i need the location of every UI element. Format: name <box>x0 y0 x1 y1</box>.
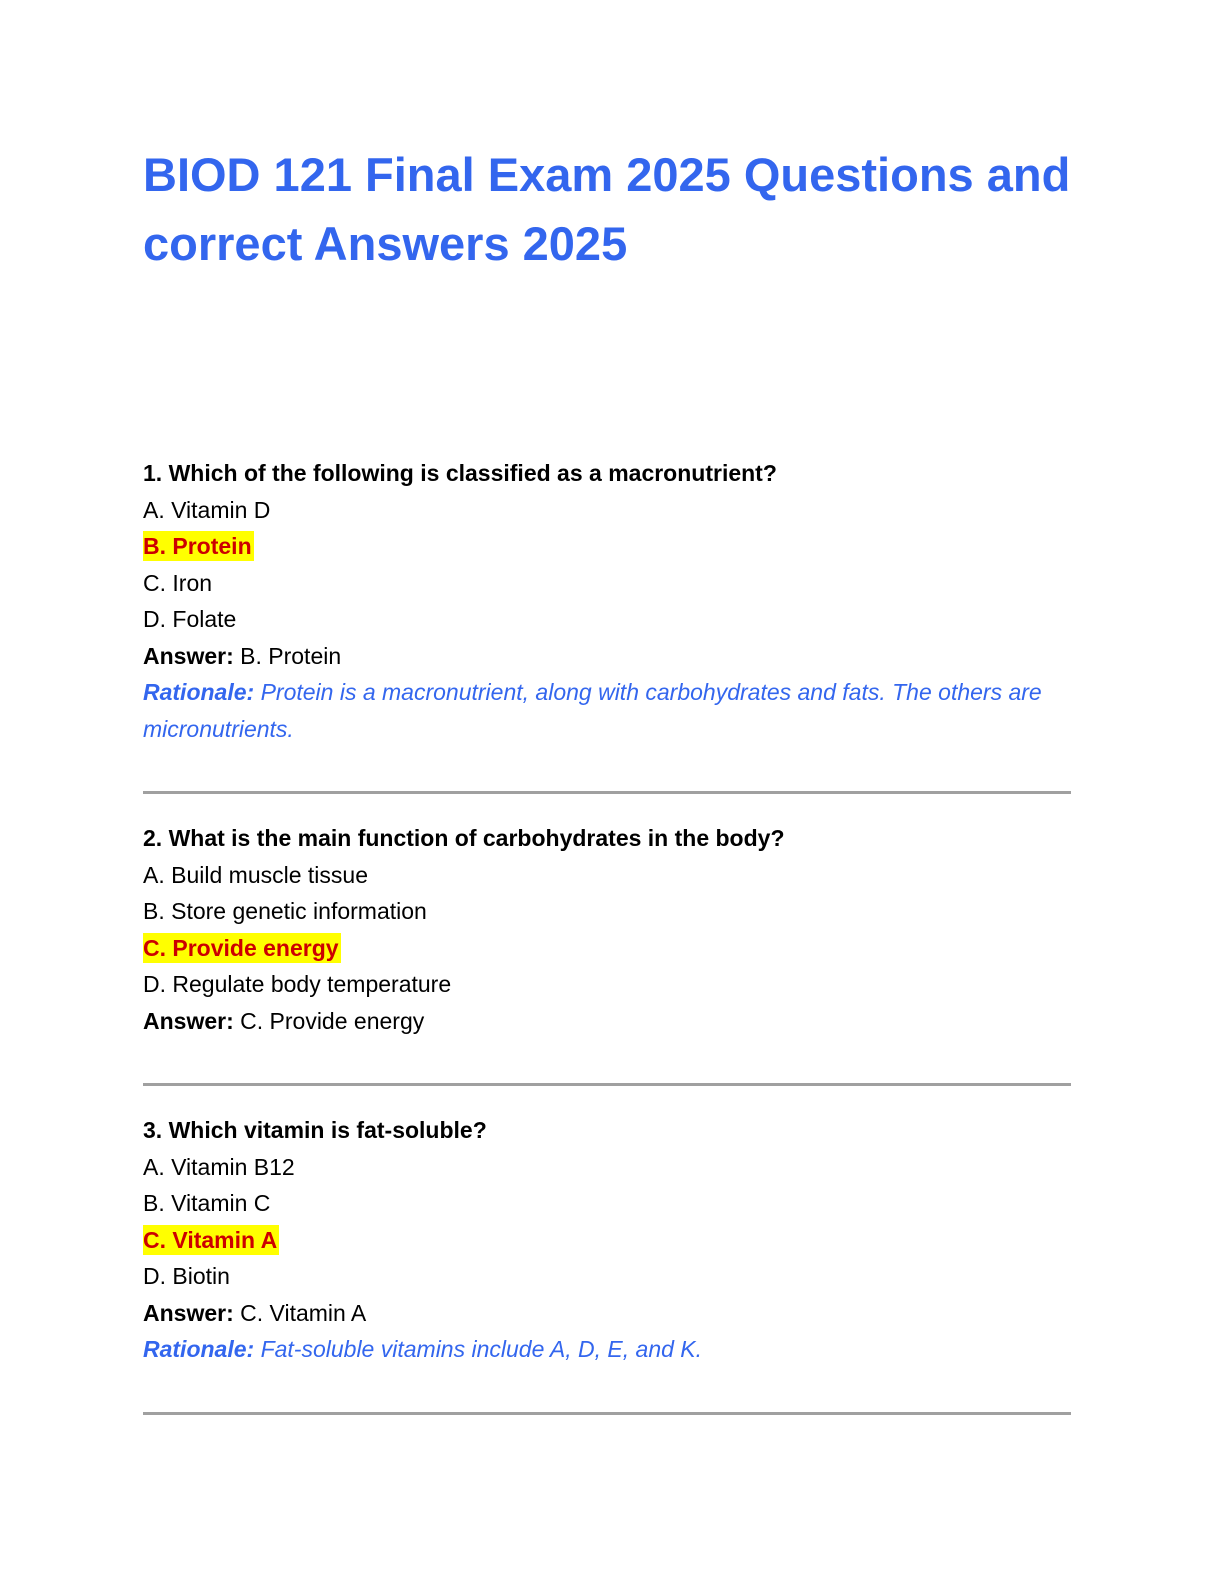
spacer <box>143 1415 1071 1441</box>
correct-option <box>143 528 1071 565</box>
correct-option <box>143 1222 1071 1259</box>
question-text: 2. What is the main function of carbohydrates in the body? <box>143 825 785 851</box>
highlighted-correct-option: C. Provide energy <box>143 934 339 961</box>
question-block <box>143 820 1071 1112</box>
answer-text: B. Protein <box>233 642 342 669</box>
highlighted-correct-option: C. Vitamin A <box>143 1226 278 1253</box>
document-title: BIOD 121 Final Exam 2025 Questions and correct Answers 2025 <box>143 148 1071 270</box>
answer-line <box>143 1295 1071 1332</box>
question-list <box>143 455 1071 1441</box>
answer-text: C. Vitamin A <box>233 1299 367 1326</box>
spacer <box>143 1039 1071 1083</box>
answer-option: A. Build muscle tissue <box>143 861 368 888</box>
rationale <box>143 674 1043 747</box>
question-block <box>143 1112 1071 1441</box>
answer-label: Answer: <box>143 1007 234 1034</box>
answer-option: A. Vitamin B12 <box>143 1153 295 1180</box>
answer-option: D. Regulate body temperature <box>143 971 452 997</box>
question-text: 3. Which vitamin is fat-soluble? <box>143 1117 487 1143</box>
highlighted-correct-option: B. Protein <box>143 533 252 559</box>
answer-option: C. Iron <box>143 569 213 596</box>
rationale-text: Fat-soluble vitamins include A, D, E, and K. <box>254 1336 703 1362</box>
spacer <box>143 794 1071 820</box>
answer-option: A. Vitamin D <box>143 496 271 523</box>
rationale-label: Rationale: <box>143 679 255 705</box>
answer-label: Answer: <box>143 642 234 669</box>
answer-label: Answer: <box>143 1299 234 1326</box>
answer-option: D. Biotin <box>143 1263 230 1289</box>
answer-option: D. Folate <box>143 606 237 632</box>
question-block <box>143 455 1071 820</box>
spacer <box>143 747 1071 791</box>
answer-text: C. Provide energy <box>233 1007 425 1034</box>
spacer <box>143 1086 1071 1112</box>
question-text: 1. Which of the following is classified as a macronutrient? <box>143 460 777 486</box>
rationale-label: Rationale: <box>143 1336 255 1362</box>
correct-option <box>143 930 1071 967</box>
rationale-text: Protein is a macronutrient, along with carbohydrates and fats. The others are micronutrients. <box>143 679 1042 742</box>
answer-line <box>143 638 1071 675</box>
answer-line <box>143 1003 1071 1040</box>
rationale <box>143 1331 1043 1368</box>
answer-option: B. Vitamin C <box>143 1190 271 1216</box>
spacer <box>143 1368 1071 1412</box>
answer-option: B. Store genetic information <box>143 898 427 924</box>
